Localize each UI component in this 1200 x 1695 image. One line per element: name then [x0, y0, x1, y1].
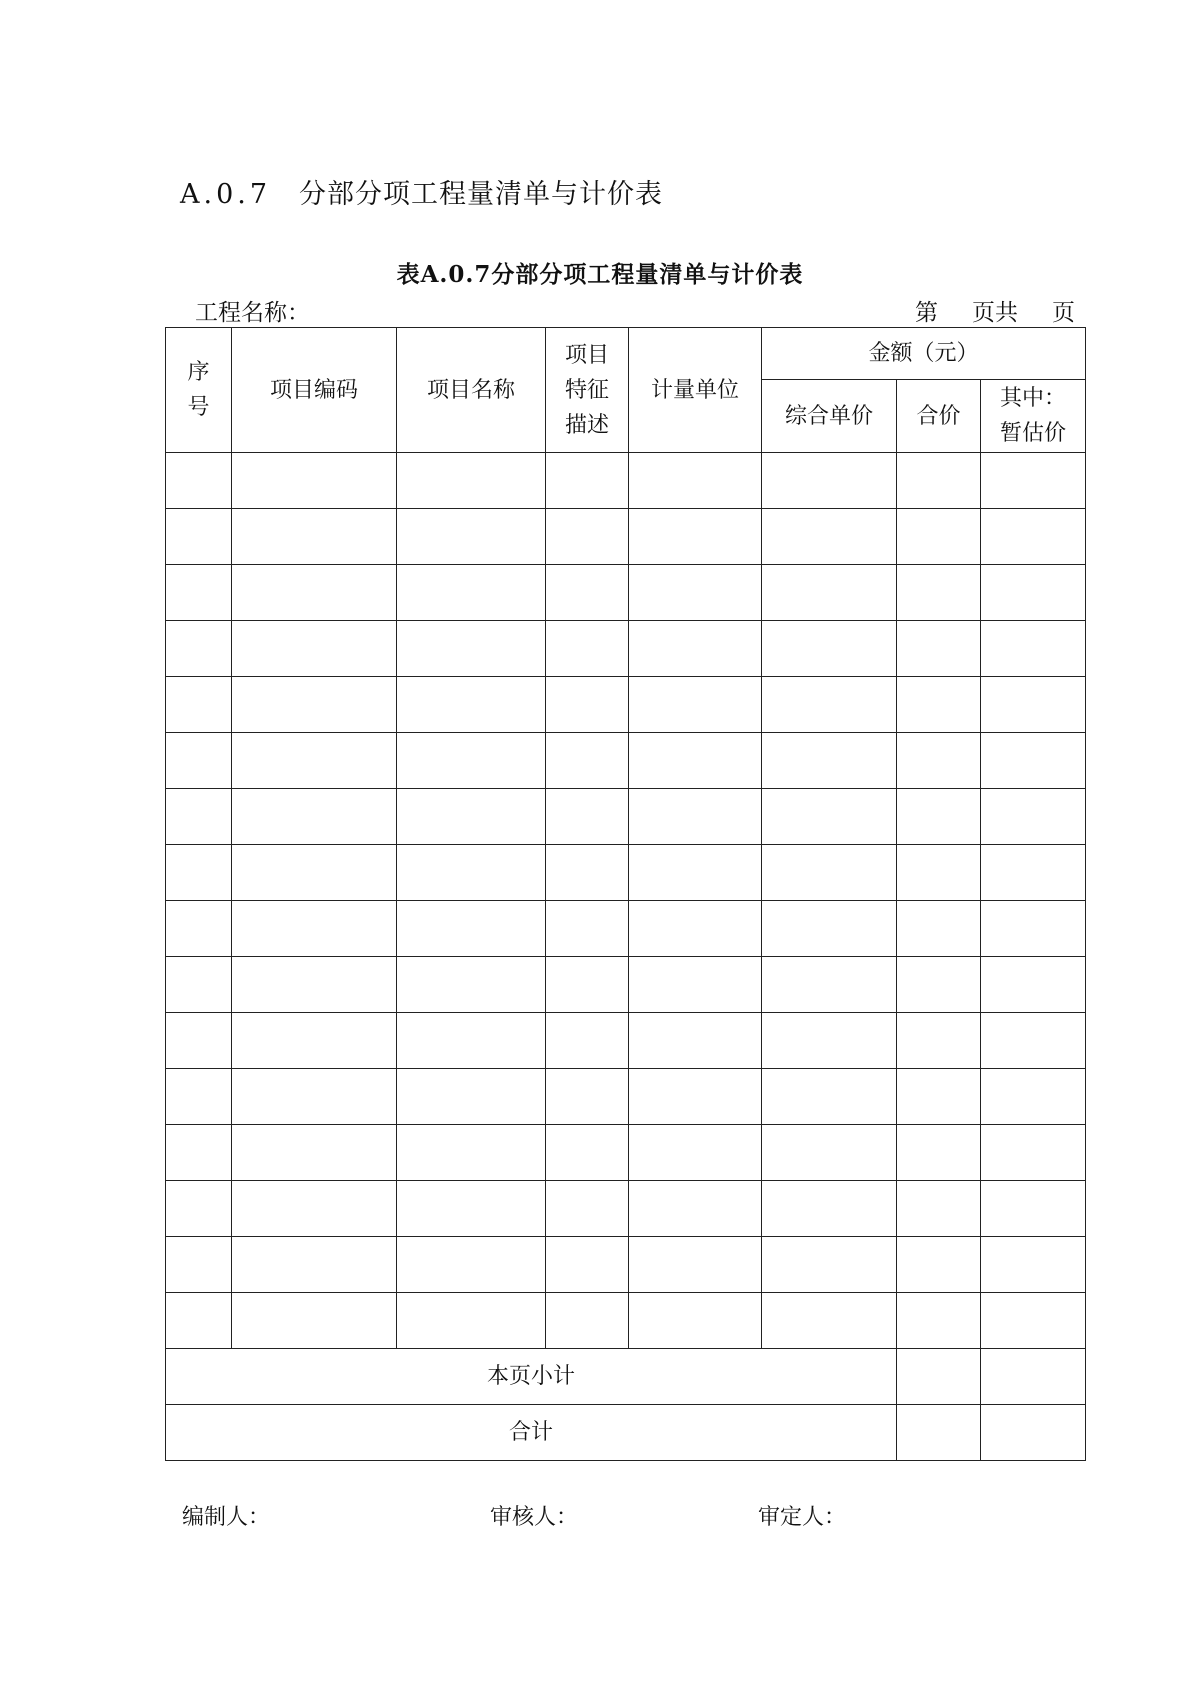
cell-item-name[interactable] [397, 957, 546, 1013]
cell-item-name[interactable] [397, 733, 546, 789]
cell-provisional[interactable] [981, 1069, 1086, 1125]
table-row [166, 957, 1086, 1013]
page-indicator [915, 294, 1075, 327]
cell-provisional[interactable] [981, 1013, 1086, 1069]
header-provisional-line1: 其中： [999, 386, 1066, 411]
cell-item-code[interactable] [232, 1237, 397, 1293]
cell-unit-price[interactable] [762, 901, 897, 957]
header-item-name: 项目名称 [397, 328, 546, 453]
cell-feature[interactable] [546, 845, 629, 901]
cell-item-code[interactable] [232, 621, 397, 677]
cell-item-name[interactable] [397, 789, 546, 845]
cell-unit[interactable] [629, 565, 762, 621]
header-provisional [981, 380, 1086, 453]
compiler-label: 编制人： [182, 1505, 271, 1530]
project-name-label: 工程名称： [195, 300, 310, 326]
cell-item-code[interactable] [232, 1069, 397, 1125]
table-row [166, 1181, 1086, 1237]
cell-unit[interactable] [629, 845, 762, 901]
subtotal-total-cell[interactable] [897, 1349, 981, 1405]
cell-total-price[interactable] [897, 845, 981, 901]
cell-unit-price[interactable] [762, 1293, 897, 1349]
header-row-1 [166, 328, 1086, 380]
subtotal-label: 本页小计 [166, 1349, 897, 1405]
cell-unit[interactable] [629, 621, 762, 677]
reviewer-label: 审核人： [490, 1505, 579, 1530]
header-feature-line1: 项目 [564, 342, 609, 368]
cell-provisional[interactable] [981, 677, 1086, 733]
page-suffix: 页 [1052, 300, 1075, 326]
approver-label: 审定人： [758, 1505, 847, 1530]
cell-unit-price[interactable] [762, 1069, 897, 1125]
cell-total-price[interactable] [897, 565, 981, 621]
cell-provisional[interactable] [981, 789, 1086, 845]
table-row [166, 621, 1086, 677]
cell-unit-price[interactable] [762, 789, 897, 845]
cell-provisional[interactable] [981, 509, 1086, 565]
header-provisional-line2: 暂估价 [999, 421, 1066, 446]
cell-unit-price[interactable] [762, 621, 897, 677]
header-feature-line3: 描述 [564, 412, 609, 438]
cell-item-name[interactable] [397, 509, 546, 565]
cell-feature[interactable] [546, 509, 629, 565]
cell-unit[interactable] [629, 1181, 762, 1237]
total-label: 合计 [166, 1405, 897, 1461]
cell-item-name[interactable] [397, 677, 546, 733]
cell-seq[interactable] [166, 621, 232, 677]
cell-item-code[interactable] [232, 509, 397, 565]
total-provisional-cell[interactable] [981, 1405, 1086, 1461]
cell-item-name[interactable] [397, 845, 546, 901]
cell-total-price[interactable] [897, 1069, 981, 1125]
cell-seq[interactable] [166, 677, 232, 733]
bill-of-quantities-table [165, 327, 1086, 1461]
cell-total-price[interactable] [897, 957, 981, 1013]
table-row [166, 565, 1086, 621]
cell-provisional[interactable] [981, 845, 1086, 901]
cell-unit-price[interactable] [762, 565, 897, 621]
cell-unit[interactable] [629, 1069, 762, 1125]
cell-total-price[interactable] [897, 1293, 981, 1349]
cell-feature[interactable] [546, 901, 629, 957]
cell-total-price[interactable] [897, 509, 981, 565]
table-row [166, 1125, 1086, 1181]
cell-total-price[interactable] [897, 733, 981, 789]
cell-item-name[interactable] [397, 1181, 546, 1237]
cell-unit-price[interactable] [762, 1181, 897, 1237]
page-prefix: 第 [915, 300, 938, 326]
cell-item-code[interactable] [232, 1181, 397, 1237]
cell-feature[interactable] [546, 565, 629, 621]
cell-total-price[interactable] [897, 453, 981, 509]
cell-feature[interactable] [546, 1013, 629, 1069]
cell-seq[interactable] [166, 957, 232, 1013]
cell-provisional[interactable] [981, 957, 1086, 1013]
cell-seq[interactable] [166, 1069, 232, 1125]
cell-provisional[interactable] [981, 565, 1086, 621]
section-number: A.0.7 [180, 179, 272, 210]
cell-unit-price[interactable] [762, 733, 897, 789]
header-unit: 计量单位 [629, 328, 762, 453]
cell-item-name[interactable] [397, 453, 546, 509]
cell-seq[interactable] [166, 1125, 232, 1181]
cell-item-code[interactable] [232, 453, 397, 509]
cell-total-price[interactable] [897, 1013, 981, 1069]
cell-seq[interactable] [166, 1237, 232, 1293]
cell-unit-price[interactable] [762, 1013, 897, 1069]
cell-feature[interactable] [546, 1181, 629, 1237]
cell-item-code[interactable] [232, 789, 397, 845]
cell-unit[interactable] [629, 733, 762, 789]
cell-provisional[interactable] [981, 1237, 1086, 1293]
cell-unit[interactable] [629, 509, 762, 565]
cell-provisional[interactable] [981, 1125, 1086, 1181]
table-row [166, 453, 1086, 509]
cell-item-code[interactable] [232, 845, 397, 901]
cell-unit-price[interactable] [762, 957, 897, 1013]
cell-seq[interactable] [166, 789, 232, 845]
cell-unit-price[interactable] [762, 1125, 897, 1181]
cell-feature[interactable] [546, 1237, 629, 1293]
cell-seq[interactable] [166, 1013, 232, 1069]
cell-item-code[interactable] [232, 677, 397, 733]
cell-total-price[interactable] [897, 1237, 981, 1293]
cell-unit[interactable] [629, 957, 762, 1013]
cell-unit-price[interactable] [762, 677, 897, 733]
cell-total-price[interactable] [897, 901, 981, 957]
cell-seq[interactable] [166, 901, 232, 957]
header-item-code: 项目编码 [232, 328, 397, 453]
cell-total-price[interactable] [897, 789, 981, 845]
cell-item-name[interactable] [397, 565, 546, 621]
cell-item-name[interactable] [397, 621, 546, 677]
cell-item-name[interactable] [397, 901, 546, 957]
table-row [166, 733, 1086, 789]
cell-feature[interactable] [546, 1293, 629, 1349]
cell-provisional[interactable] [981, 621, 1086, 677]
table-row [166, 1293, 1086, 1349]
cell-provisional[interactable] [981, 453, 1086, 509]
cell-item-code[interactable] [232, 565, 397, 621]
header-total-price: 合价 [897, 380, 981, 453]
cell-item-code[interactable] [232, 1293, 397, 1349]
header-seq [166, 328, 232, 453]
total-total-cell[interactable] [897, 1405, 981, 1461]
cell-unit-price[interactable] [762, 845, 897, 901]
page-middle: 页共 [972, 300, 1018, 326]
section-heading [180, 172, 663, 211]
header-feature [546, 328, 629, 453]
cell-seq[interactable] [166, 565, 232, 621]
cell-unit-price[interactable] [762, 453, 897, 509]
cell-unit[interactable] [629, 453, 762, 509]
subtotal-row [166, 1349, 1086, 1405]
table-row [166, 1013, 1086, 1069]
section-title: 分部分项工程量清单与计价表 [299, 179, 664, 210]
cell-provisional[interactable] [981, 733, 1086, 789]
cell-item-name[interactable] [397, 1069, 546, 1125]
cell-seq[interactable] [166, 845, 232, 901]
cell-feature[interactable] [546, 677, 629, 733]
table-row [166, 677, 1086, 733]
cell-total-price[interactable] [897, 1125, 981, 1181]
header-seq-line2: 号 [187, 395, 210, 420]
cell-total-price[interactable] [897, 621, 981, 677]
cell-total-price[interactable] [897, 677, 981, 733]
cell-unit[interactable] [629, 677, 762, 733]
cell-feature[interactable] [546, 1069, 629, 1125]
cell-total-price[interactable] [897, 1181, 981, 1237]
table-row [166, 901, 1086, 957]
cell-feature[interactable] [546, 957, 629, 1013]
cell-feature[interactable] [546, 789, 629, 845]
cell-unit[interactable] [629, 1237, 762, 1293]
cell-unit[interactable] [629, 1125, 762, 1181]
table-row [166, 509, 1086, 565]
cell-item-code[interactable] [232, 901, 397, 957]
cell-seq[interactable] [166, 1293, 232, 1349]
table-row [166, 1237, 1086, 1293]
header-seq-line1: 序 [187, 360, 210, 385]
cell-provisional[interactable] [981, 901, 1086, 957]
cell-seq[interactable] [166, 509, 232, 565]
cell-item-name[interactable] [397, 1237, 546, 1293]
cell-unit-price[interactable] [762, 509, 897, 565]
cell-feature[interactable] [546, 453, 629, 509]
subtotal-provisional-cell[interactable] [981, 1349, 1086, 1405]
cell-unit[interactable] [629, 901, 762, 957]
header-amount-group: 金额（元） [762, 328, 1086, 380]
cell-item-code[interactable] [232, 1125, 397, 1181]
table-title: 表A.0.7分部分项工程量清单与计价表 [396, 261, 804, 288]
cell-seq[interactable] [166, 733, 232, 789]
cell-item-name[interactable] [397, 1293, 546, 1349]
cell-provisional[interactable] [981, 1181, 1086, 1237]
cell-item-code[interactable] [232, 1013, 397, 1069]
cell-provisional[interactable] [981, 1293, 1086, 1349]
cell-item-name[interactable] [397, 1125, 546, 1181]
header-unit-price: 综合单价 [762, 380, 897, 453]
cell-unit[interactable] [629, 1293, 762, 1349]
meta-row [195, 294, 1075, 327]
cell-item-code[interactable] [232, 733, 397, 789]
cell-unit[interactable] [629, 789, 762, 845]
table-row [166, 845, 1086, 901]
table-row [166, 1069, 1086, 1125]
cell-item-name[interactable] [397, 1013, 546, 1069]
cell-unit-price[interactable] [762, 1237, 897, 1293]
cell-feature[interactable] [546, 1125, 629, 1181]
header-feature-line2: 特征 [564, 377, 609, 403]
cell-item-code[interactable] [232, 957, 397, 1013]
cell-feature[interactable] [546, 621, 629, 677]
cell-unit[interactable] [629, 1013, 762, 1069]
cell-seq[interactable] [166, 453, 232, 509]
cell-seq[interactable] [166, 1181, 232, 1237]
cell-feature[interactable] [546, 733, 629, 789]
total-row [166, 1405, 1086, 1461]
table-row [166, 789, 1086, 845]
